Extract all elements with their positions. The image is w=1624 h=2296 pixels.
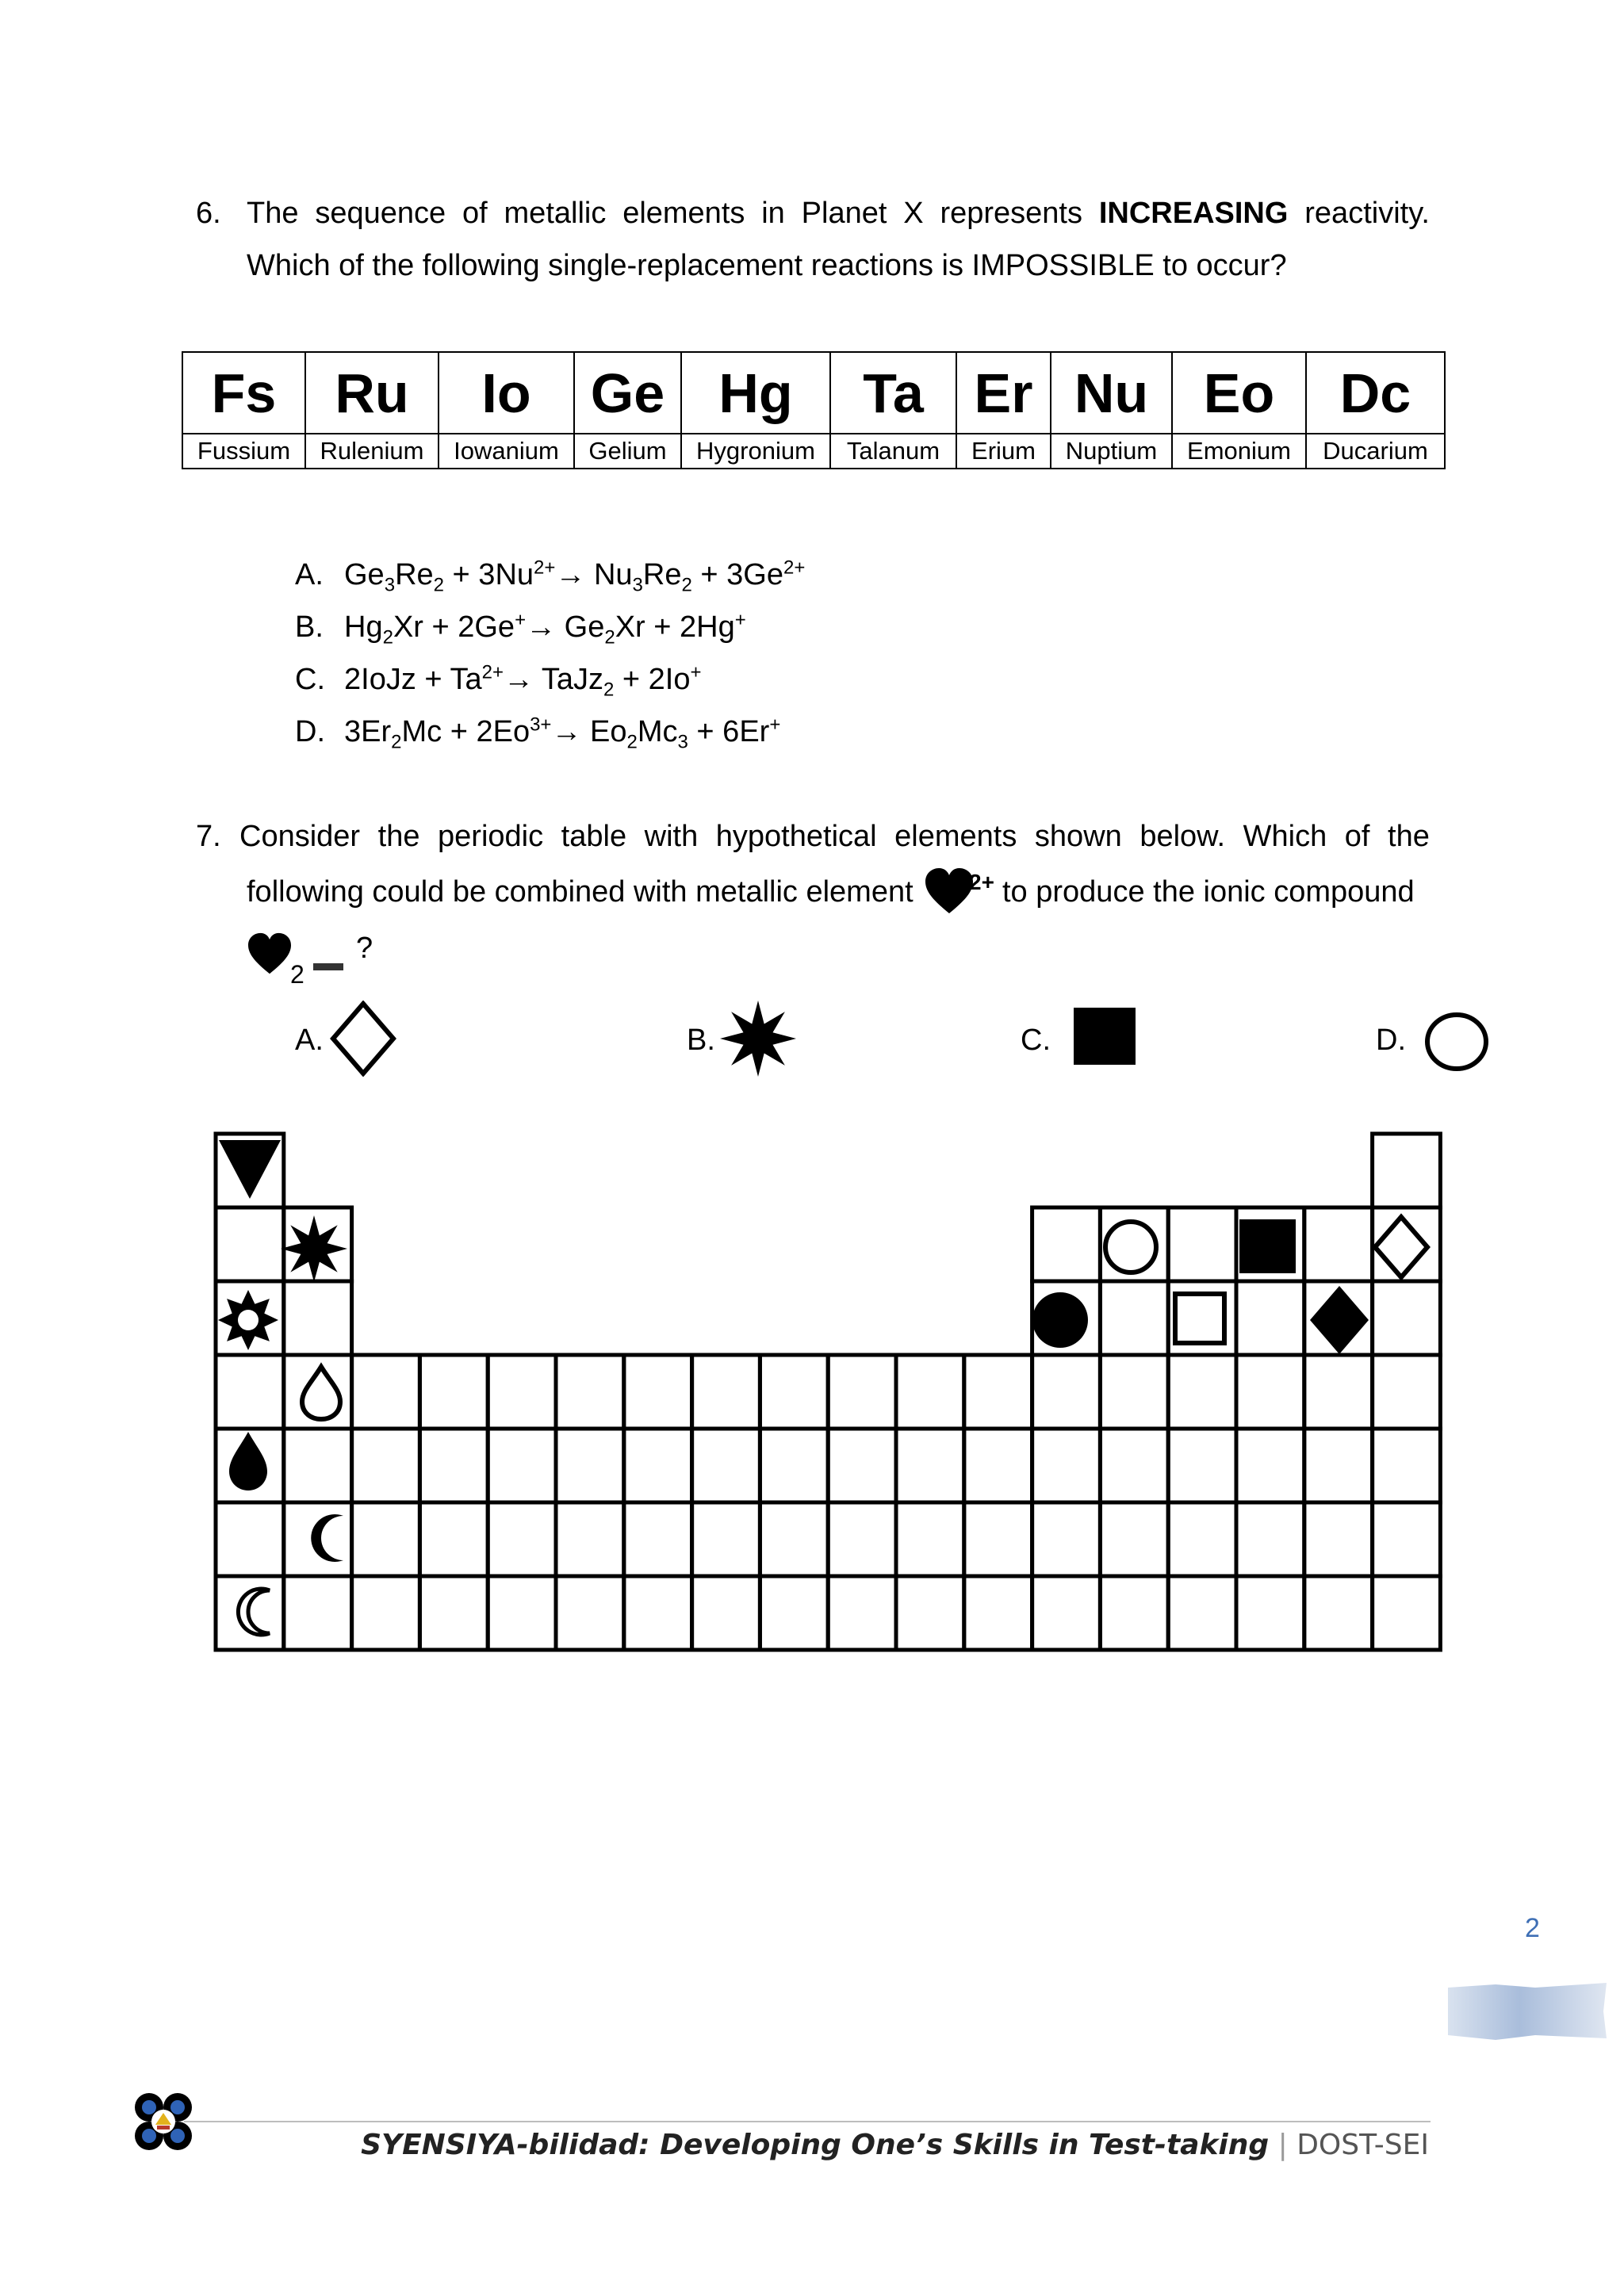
question-word: Planet — [801, 197, 887, 230]
periodic-table-cell — [692, 1502, 760, 1576]
option-label: D. — [295, 715, 325, 748]
periodic-table-cell — [1032, 1207, 1101, 1281]
option-label: C. — [295, 663, 325, 696]
page-number: 2 — [1525, 1913, 1540, 1943]
arrow-icon: → — [551, 715, 582, 748]
periodic-table-cell — [1168, 1576, 1236, 1650]
question-word: shown — [1034, 820, 1122, 853]
droplet-outline-icon — [302, 1367, 340, 1419]
q7-choice-b-label[interactable]: B. — [687, 1024, 715, 1057]
periodic-table-cell — [1373, 1576, 1441, 1650]
q7-choice-d-label[interactable]: D. — [1376, 1024, 1406, 1057]
element-name: Emonium — [1172, 434, 1306, 469]
periodic-table-cell — [692, 1429, 760, 1502]
question-word: below. — [1139, 820, 1226, 853]
question-word: elements — [622, 197, 745, 230]
periodic-table-cell — [1032, 1576, 1101, 1650]
periodic-table-cell — [760, 1502, 828, 1576]
periodic-table-cell — [488, 1576, 556, 1650]
periodic-table-cell — [1373, 1355, 1441, 1429]
periodic-table-cell — [419, 1355, 488, 1429]
periodic-table-cell — [1236, 1281, 1304, 1355]
element-symbol: Ru — [305, 352, 439, 434]
question-word: represents — [940, 197, 1082, 230]
periodic-table-cell — [760, 1576, 828, 1650]
question-word: elements — [894, 820, 1017, 853]
q6-option-b[interactable]: B. $Hg_2Xr + 2Ge^+\to Ge_2Xr + 2Hg^+$ — [295, 609, 746, 649]
periodic-table-cell — [760, 1355, 828, 1429]
periodic-table-cell — [1373, 1281, 1441, 1355]
element-symbol: Ta — [830, 352, 956, 434]
periodic-table-cell — [624, 1429, 692, 1502]
periodic-table-cell — [624, 1576, 692, 1650]
periodic-table-cell — [1236, 1576, 1304, 1650]
question-word: Consider — [239, 820, 361, 853]
option-label: B. — [295, 610, 324, 644]
periodic-table-cell — [1168, 1502, 1236, 1576]
periodic-table-cell — [556, 1355, 624, 1429]
element-name: Nuptium — [1051, 434, 1172, 469]
footer-divider — [184, 2121, 1431, 2122]
question-word: with — [644, 820, 699, 853]
periodic-table-cell — [1100, 1355, 1168, 1429]
periodic-table-cell — [1304, 1207, 1373, 1281]
periodic-table-cell — [896, 1355, 964, 1429]
question-mark: ? — [356, 932, 373, 965]
q7-choice-a-label[interactable]: A. — [295, 1024, 324, 1057]
question-word: hypothetical — [715, 820, 877, 853]
periodic-table-cell — [284, 1576, 352, 1650]
question-word: Which — [1243, 820, 1327, 853]
question-word: the — [377, 820, 420, 853]
diamond-outline-icon — [1375, 1217, 1427, 1277]
arrow-icon: → — [503, 663, 534, 696]
periodic-table-cell — [352, 1576, 420, 1650]
question-word: INCREASING — [1098, 197, 1289, 230]
q6-option-c[interactable]: C. 2IoJz + $Ta^{2+}\to$ TaJz$_2$ + 2Io+ — [295, 661, 702, 701]
filled-circle-icon — [1032, 1292, 1088, 1348]
periodic-table-cell — [1373, 1429, 1441, 1502]
periodic-table-cell — [216, 1502, 284, 1576]
periodic-table-cell — [964, 1355, 1032, 1429]
periodic-table-cell — [1304, 1502, 1373, 1576]
periodic-table-cell — [352, 1429, 420, 1502]
option-label: A. — [295, 558, 324, 591]
question-word: table — [561, 820, 627, 853]
periodic-table-cell — [828, 1355, 896, 1429]
crescent-moon-filled-icon — [311, 1514, 343, 1562]
periodic-table-cell — [1100, 1281, 1168, 1355]
periodic-table-cell — [964, 1576, 1032, 1650]
periodic-table-cell — [828, 1576, 896, 1650]
q7-number: 7. — [196, 820, 221, 853]
periodic-table-cell — [1304, 1576, 1373, 1650]
periodic-table-cell — [1032, 1502, 1101, 1576]
question-word: the — [1388, 820, 1430, 853]
periodic-table-cell — [284, 1429, 352, 1502]
footer-text — [361, 2129, 1429, 2161]
periodic-table-cell — [1304, 1429, 1373, 1502]
periodic-table-cell — [284, 1281, 352, 1355]
q7-choice-c-label[interactable]: C. — [1021, 1024, 1051, 1057]
element-name: Erium — [956, 434, 1051, 469]
footer-org: DOST-SEI — [1297, 2129, 1429, 2161]
periodic-table-cell — [828, 1429, 896, 1502]
periodic-table-cell — [1168, 1207, 1236, 1281]
periodic-table-cell — [1373, 1502, 1441, 1576]
q6-question-line2: Which of the following single-replacement reactions is IMPOSSIBLE to occur? — [247, 249, 1287, 282]
filled-diamond-icon — [1310, 1286, 1369, 1354]
question-word: X — [903, 197, 924, 230]
sun-icon — [218, 1290, 278, 1350]
question-word: The — [247, 197, 299, 230]
periodic-table-cell — [1373, 1134, 1441, 1207]
periodic-table-cell — [1236, 1502, 1304, 1576]
element-symbol: Hg — [681, 352, 830, 434]
question-word: periodic — [438, 820, 544, 853]
element-symbol: Eo — [1172, 352, 1306, 434]
page-tab-decoration — [1448, 1980, 1607, 2043]
q7-question-line2b: to produce the ionic compound — [1002, 875, 1415, 909]
element-name: Rulenium — [305, 434, 439, 469]
periodic-table-cell — [419, 1502, 488, 1576]
element-symbol: Nu — [1051, 352, 1172, 434]
periodic-table-cell — [624, 1502, 692, 1576]
element-name: Talanum — [830, 434, 956, 469]
square-outline-icon — [1175, 1294, 1224, 1343]
periodic-table-cell — [488, 1355, 556, 1429]
periodic-table-cell — [352, 1355, 420, 1429]
periodic-table-cell — [556, 1502, 624, 1576]
dost-sei-logo — [133, 2091, 193, 2152]
element-symbol: Ge — [574, 352, 681, 434]
periodic-table-cell — [1236, 1355, 1304, 1429]
q7-question-line2a: following could be combined with metallic element — [247, 875, 914, 909]
question-word: of — [1344, 820, 1370, 853]
periodic-table-cell — [828, 1502, 896, 1576]
charge-label: 2+ — [969, 870, 994, 894]
element-symbol: Fs — [182, 352, 305, 434]
eight-point-star-icon — [281, 1215, 347, 1282]
periodic-table-cell — [692, 1576, 760, 1650]
inverted-triangle-icon — [219, 1140, 281, 1199]
periodic-table-cell — [488, 1429, 556, 1502]
periodic-table-cell — [1168, 1355, 1236, 1429]
periodic-table-cell — [896, 1576, 964, 1650]
question-word: reactivity. — [1304, 197, 1430, 230]
periodic-table-cell — [488, 1502, 556, 1576]
element-symbol: Io — [439, 352, 574, 434]
periodic-table-cell — [1100, 1576, 1168, 1650]
filled-square-icon — [1239, 1219, 1296, 1273]
periodic-table-cell — [556, 1576, 624, 1650]
periodic-table-cell — [760, 1429, 828, 1502]
element-name: Ducarium — [1306, 434, 1445, 469]
question-word: in — [761, 197, 785, 230]
footer-title: SYENSIYA-bilidad: Developing One’s Skills in Test-taking — [361, 2129, 1270, 2161]
question-word: of — [462, 197, 488, 230]
periodic-table-cell — [1032, 1429, 1101, 1502]
periodic-table-cell — [1236, 1429, 1304, 1502]
compound-subscript: 2 — [290, 960, 304, 989]
arrow-icon: → — [555, 558, 586, 591]
droplet-filled-icon — [229, 1432, 267, 1490]
periodic-table-cell — [419, 1429, 488, 1502]
footer-separator: | — [1277, 2129, 1288, 2161]
periodic-table-cell — [419, 1576, 488, 1650]
periodic-table-cell — [964, 1502, 1032, 1576]
periodic-table-cell — [1168, 1429, 1236, 1502]
periodic-table-cell — [692, 1355, 760, 1429]
arrow-icon: → — [526, 610, 557, 644]
question-word: sequence — [315, 197, 446, 230]
element-name: Hygronium — [681, 434, 830, 469]
periodic-table-cell — [964, 1429, 1032, 1502]
circle-outline-icon — [1105, 1222, 1156, 1272]
periodic-table-cell — [216, 1207, 284, 1281]
periodic-table-cell — [896, 1502, 964, 1576]
crescent-moon-outline-icon — [238, 1589, 270, 1635]
periodic-table-cell — [1100, 1429, 1168, 1502]
q6-number: 6. — [196, 197, 221, 230]
element-name: Iowanium — [439, 434, 574, 469]
element-symbol: Dc — [1306, 352, 1445, 434]
q6-option-d[interactable]: D. $3Er_2Mc + 2Eo^{3+}\to Eo_2Mc_3 + 6Er^+$ — [295, 714, 781, 753]
periodic-table-cell — [352, 1502, 420, 1576]
periodic-table-cell — [1304, 1355, 1373, 1429]
periodic-table-cell — [624, 1355, 692, 1429]
periodic-table-cell — [1100, 1502, 1168, 1576]
periodic-table-cell — [896, 1429, 964, 1502]
periodic-table-cell — [556, 1429, 624, 1502]
element-name: Gelium — [574, 434, 681, 469]
periodic-table-cell — [216, 1355, 284, 1429]
element-name: Fussium — [182, 434, 305, 469]
question-word: metallic — [504, 197, 607, 230]
periodic-table-cell — [1032, 1355, 1101, 1429]
q6-option-a[interactable]: A. $Ge_3Re_2 + 3Nu^{2+}\to Nu_3Re_2 + 3Ge^{2+}$ — [295, 557, 806, 596]
element-symbol: Er — [956, 352, 1051, 434]
